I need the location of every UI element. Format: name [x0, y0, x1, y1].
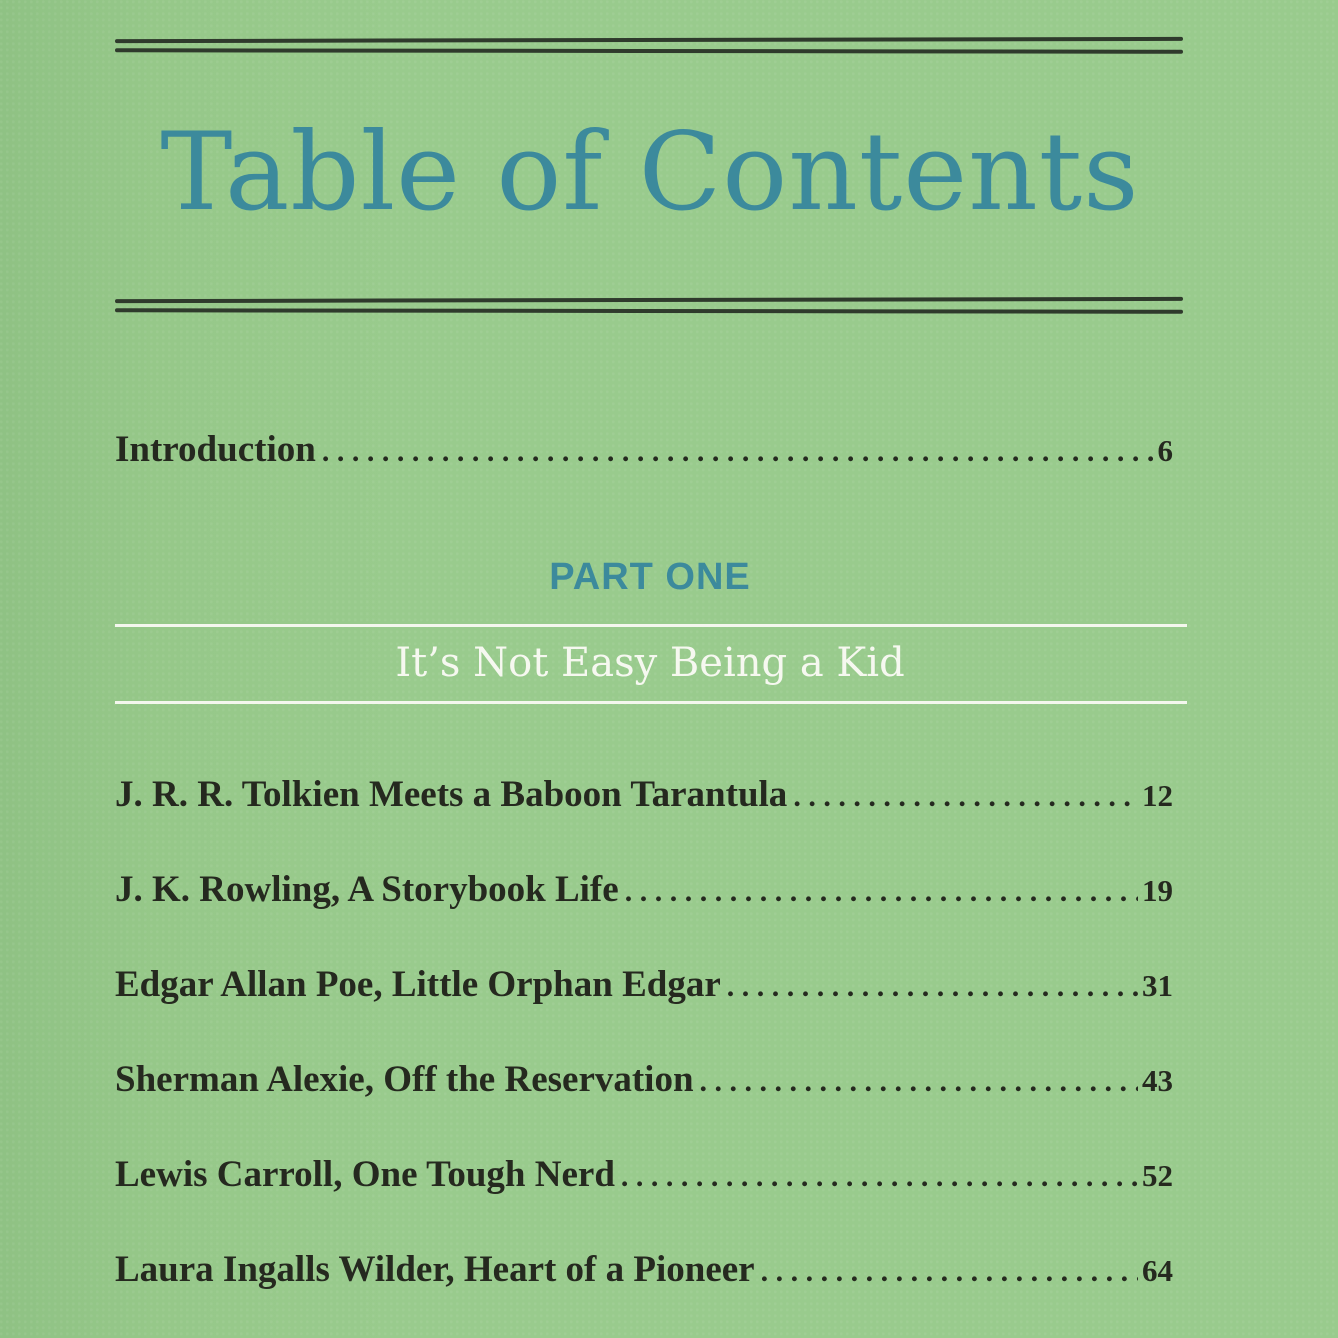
dot-leader: [621, 1160, 1138, 1194]
toc-entry-page: 6: [1157, 433, 1173, 468]
toc-entry-title: Edgar Allan Poe, Little Orphan Edgar: [115, 964, 721, 1005]
toc-entry-title: Laura Ingalls Wilder, Heart of a Pioneer: [115, 1249, 755, 1290]
rule-line: [115, 48, 1183, 53]
toc-entry[interactable]: [115, 868, 1173, 911]
dot-leader: [793, 780, 1138, 814]
toc-entry[interactable]: [115, 963, 1173, 1006]
page-title: Table of Contents: [160, 110, 1140, 235]
toc-entry-page: 52: [1142, 1158, 1173, 1193]
toc-entry-title: Introduction: [115, 429, 316, 470]
dot-leader: [727, 970, 1138, 1004]
title-bottom-double-rule: [115, 298, 1183, 316]
dot-leader: [761, 1255, 1138, 1289]
toc-entry-page: 19: [1142, 873, 1173, 908]
part-label: PART ONE: [549, 556, 751, 598]
part-rule-top: [115, 624, 1187, 627]
toc-entry-title: Lewis Carroll, One Tough Nerd: [115, 1154, 615, 1195]
toc-entry-title: J. R. R. Tolkien Meets a Baboon Tarantula: [115, 774, 788, 815]
toc-entry[interactable]: [115, 1153, 1173, 1196]
dot-leader: [700, 1065, 1138, 1099]
toc-entry[interactable]: [115, 773, 1173, 816]
dot-leader: [322, 435, 1154, 469]
toc-entry[interactable]: [115, 1248, 1173, 1291]
part-rule-bottom: [115, 701, 1187, 704]
dot-leader: [625, 875, 1138, 909]
toc-entry-page: 64: [1142, 1253, 1173, 1288]
toc-entry-title: Sherman Alexie, Off the Reservation: [115, 1059, 694, 1100]
top-double-rule: [115, 38, 1183, 56]
toc-entry[interactable]: [115, 1058, 1173, 1101]
toc-entry-introduction[interactable]: [115, 428, 1173, 471]
rule-line: [115, 297, 1183, 303]
rule-line: [115, 37, 1183, 43]
toc-entry-page: 12: [1142, 778, 1173, 813]
toc-entry-page: 31: [1142, 968, 1173, 1003]
rule-line: [115, 308, 1183, 313]
toc-entry-title: J. K. Rowling, A Storybook Life: [115, 869, 619, 910]
part-subtitle: It’s Not Easy Being a Kid: [395, 640, 905, 686]
toc-entry-page: 43: [1142, 1063, 1173, 1098]
